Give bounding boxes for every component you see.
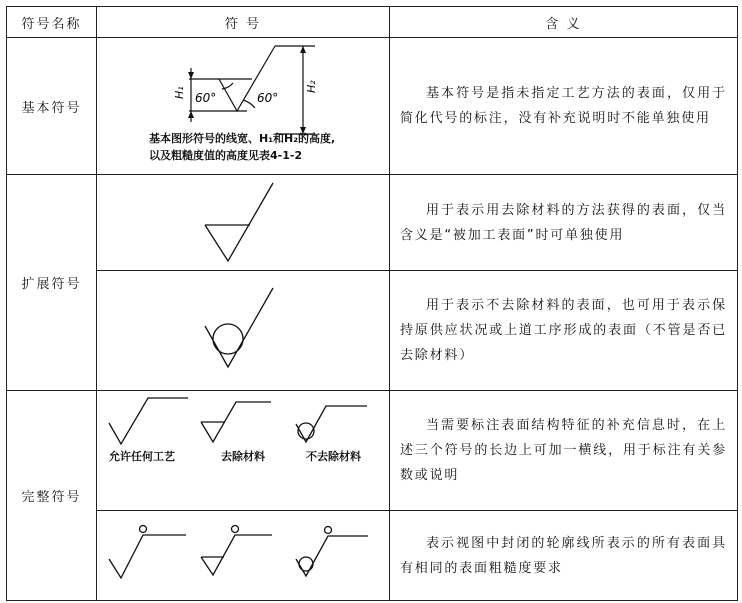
table-header-row xyxy=(7,7,738,38)
header-symbol: 符 号 xyxy=(97,7,390,38)
header-symbol-name: 符号名称 xyxy=(7,7,97,38)
symbol-basic-cell xyxy=(97,38,390,175)
note-line-1: 基本图形符号的线宽、H₁和H₂的高度, xyxy=(149,132,336,145)
label-any-process: 允许任何工艺 xyxy=(109,450,175,463)
all-around-symbols-icon xyxy=(97,511,390,596)
name-complete: 完整符号 xyxy=(7,391,97,601)
table-row-complete-all-around xyxy=(7,511,738,601)
basic-symbol-note xyxy=(149,130,379,164)
symbol-complete-cell xyxy=(97,391,390,511)
meaning-complete-long: 当需要标注表面结构特征的补充信息时，在上述三个符号的长边上可加一横线，用于标注有关参数或说明 xyxy=(390,391,738,511)
complete-symbols-diagram xyxy=(97,391,390,506)
symbol-no-removal-cell xyxy=(97,271,390,391)
angle-left-label: 60° xyxy=(195,91,217,105)
note-line-2: 以及粗糙度值的高度见表4-1-2 xyxy=(149,149,303,162)
name-basic: 基本符号 xyxy=(7,38,97,175)
meaning-removal: 用于表示用去除材料的方法获得的表面，仅当含义是“被加工表面”时可单独使用 xyxy=(390,175,738,271)
label-no-removal: 不去除材料 xyxy=(306,450,361,463)
table-row-extended-removal xyxy=(7,175,738,271)
symbol-all-around-cell xyxy=(97,511,390,601)
meaning-basic: 基本符号是指未指定工艺方法的表面，仅用于简化代号的标注，没有补充说明时不能单独使用 xyxy=(390,38,738,175)
meaning-no-removal: 用于表示不去除材料的表面，也可用于表示保持原供应状况或上道工序形成的表面（不管是否已去除材料） xyxy=(390,271,738,391)
h2-label: H₂ xyxy=(305,80,318,93)
h1-label: H₁ xyxy=(173,86,186,99)
label-removal: 去除材料 xyxy=(221,450,265,463)
table-row-complete-long xyxy=(7,391,738,511)
angle-right-label: 60° xyxy=(257,91,279,105)
removal-symbol-icon xyxy=(97,175,390,266)
meaning-all-around: 表示视图中封闭的轮廓线所表示的所有表面具有相同的表面粗糙度要求 xyxy=(390,511,738,601)
surface-symbol-table xyxy=(6,6,738,601)
no-removal-symbol-icon xyxy=(97,271,390,386)
header-meaning: 含 义 xyxy=(390,7,738,38)
symbol-removal-cell xyxy=(97,175,390,271)
table-row-basic xyxy=(7,38,738,175)
name-extended: 扩展符号 xyxy=(7,175,97,391)
table-row-extended-no-removal xyxy=(7,271,738,391)
